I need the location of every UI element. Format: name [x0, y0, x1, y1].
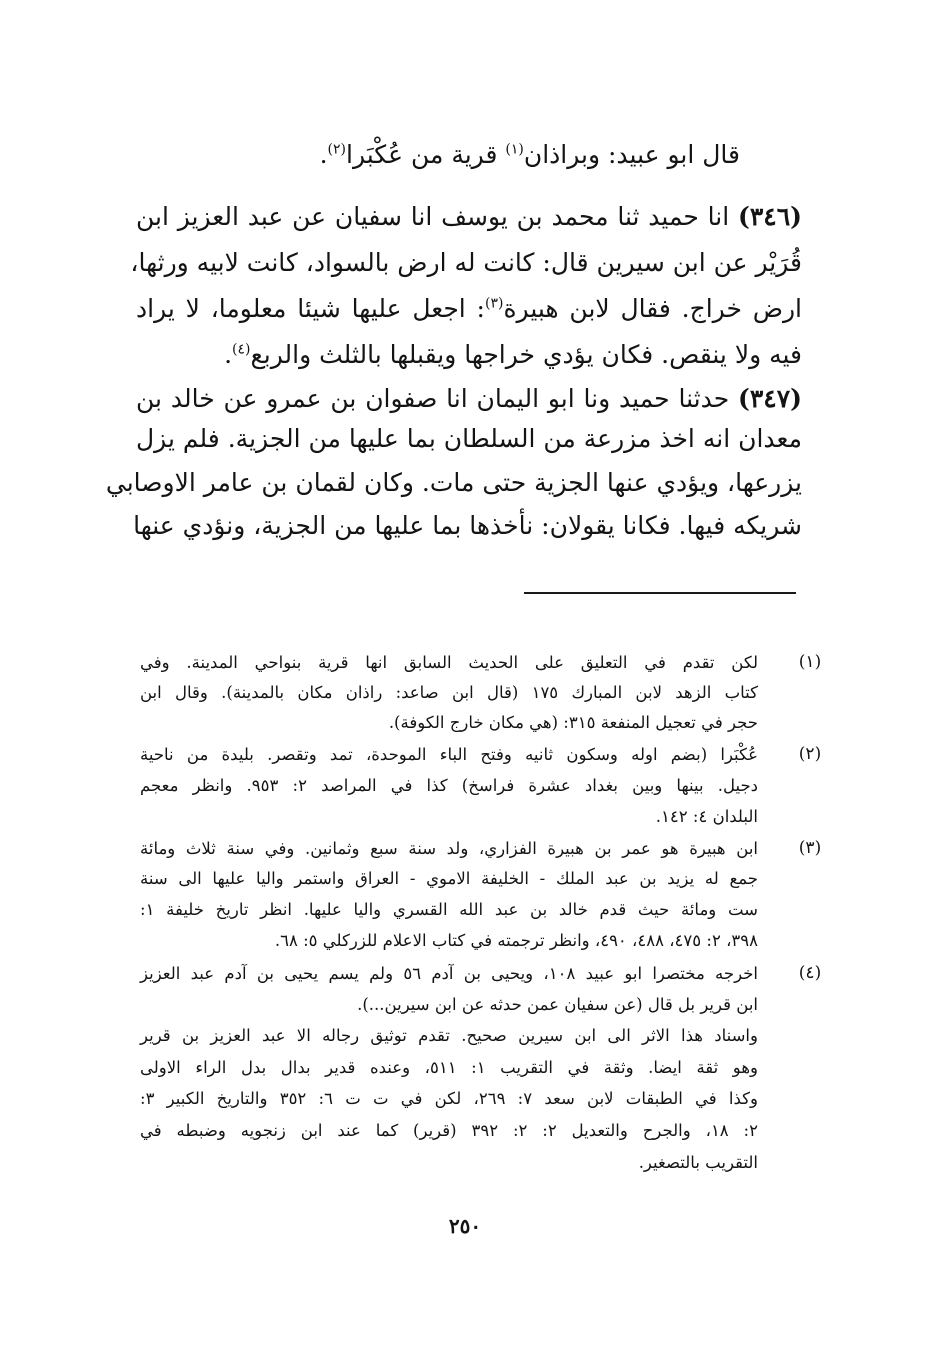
paragraph-347-text-1: حدثنا حميد ونا ابو اليمان انا صفوان بن عمرو عن خالد بن: [136, 384, 730, 413]
paragraph-347-line-3: يزرعها، ويؤدي عنها الجزية حتى مات. وكان لقمان بن عامر الاوصابي: [105, 468, 802, 497]
footnote-2-line-1: عُكْبَرا (بضم اوله وسكون ثانيه وفتح الباء الموحدة، تمد وتقصر. بليدة من ناحية: [140, 745, 758, 764]
footnote-1-line-1: لكن تقدم في التعليق على الحديث السابق انها قرية بنواحي المدينة. وفي: [140, 653, 758, 672]
paragraph-346-text-4b: .: [224, 340, 233, 369]
paragraph-346-text-4a: فيه ولا ينقص. فكان يؤدي خراجها ويقبلها بالثلث والربع: [250, 340, 802, 369]
hadith-number-346: (٣٤٦): [738, 202, 802, 231]
header-prefix: قال ابو عبيد: وبراذان: [523, 140, 740, 169]
footnote-4-line-7: التقريب بالتصغير.: [638, 1153, 758, 1172]
footnote-4-line-3: واسناد هذا الاثر الى ابن سيرين صحيح. تقدم توثيق رجاله الا عبد العزيز بن قرير: [140, 1026, 758, 1045]
footnote-4-line-5: وكذا في الطبقات لابن سعد ٧: ٢٦٩، لكن في ت ت ٦: ٣٥٢ والتاريخ الكبير ٣:: [140, 1089, 758, 1108]
paragraph-346-line-2: قُرَيْر عن ابن سيرين قال: كانت له ارض بالسواد، كانت لابيه ورثها،: [130, 248, 802, 277]
paragraph-346-line-3: [136, 288, 802, 330]
header-middle: قرية من عُكْبَرا: [346, 140, 506, 169]
footnote-1-line-2: كتاب الزهد لابن المبارك ١٧٥ (قال ابن صاعد: راذان مكان بالمدينة). وقال ابن: [140, 683, 758, 702]
footnote-4-line-1: اخرجه مختصرا ابو عبيد ١٠٨، ويحيى بن آدم ٥٦ ولم يسم يحيى بن آدم عبد العزيز: [140, 964, 758, 983]
page-number: ٢٥٠: [448, 1214, 482, 1238]
paragraph-346-line-4: [224, 334, 802, 376]
footnote-4-line-6: ٢: ١٨، والجرح والتعديل ٢: ٢: ٣٩٢ (قرير) كما عند ابن زنجويه وضبطه في: [140, 1121, 758, 1140]
footnote-2-line-2: دجيل. بينها وبين بغداد عشرة فراسخ) كذا في المراصد ٢: ٩٥٣. وانظر معجم: [140, 776, 759, 795]
footnote-ref-4[interactable]: (٤): [232, 341, 251, 358]
header-suffix: .: [319, 140, 328, 169]
footnote-3-line-4: ٣٩٨، ٢: ٤٧٥، ٤٨٨، ٤٩٠، وانظر ترجمته في كتاب الاعلام للزركلي ٥: ٦٨.: [274, 931, 758, 950]
footnote-ref-1[interactable]: (١): [505, 141, 524, 158]
footnote-2-line-3: البلدان ٤: ١٤٢.: [655, 807, 758, 826]
paragraph-346-text-3b: : اجعل عليها شيئا معلوما، لا يراد: [136, 294, 485, 323]
paragraph-346-text-1: انا حميد ثنا محمد بن يوسف انا سفيان عن عبد العزيز ابن: [136, 202, 730, 231]
footnote-3-line-2: جمع له يزيد بن عبد الملك - الخليفة الاموي - العراق واستمر واليا عليها الى سنة: [140, 869, 758, 888]
footnote-4-line-4: وهو ثقة ايضا. وثقة في التقريب ١: ٥١١، وعنده قدير بدال بدل الراء الاولى: [140, 1058, 758, 1077]
paragraph-346-line-1: [136, 196, 802, 238]
header-line: [320, 134, 740, 176]
paragraph-347-line-1: [136, 378, 802, 420]
hadith-number-347: (٣٤٧): [738, 384, 803, 413]
footnote-ref-2[interactable]: (٢): [327, 141, 346, 158]
footnote-3-line-1: ابن هبيرة هو عمر بن هبيرة الفزاري، ولد سنة سبع وثمانين. وفي سنة ثلاث ومائة: [140, 839, 758, 858]
footnote-1-line-3: حجر في تعجيل المنفعة ٣١٥: (هي مكان خارج الكوفة).: [388, 713, 758, 732]
footnote-number-1: (١): [798, 652, 822, 672]
footnote-3-line-3: ست ومائة حيث قدم خالد بن عبد الله القسري واليا عليها. انظر تاريخ خليفة ١:: [140, 900, 758, 919]
paragraph-346-text-3a: ارض خراج. فقال لابن هبيرة: [503, 294, 802, 323]
paragraph-347-line-2: معدان انه اخذ مزرعة من السلطان بما عليها من الجزية. فلم يزل: [136, 424, 802, 453]
paragraph-347-line-4: شريكه فيها. فكانا يقولان: نأخذها بما عليها من الجزية، ونؤدي عنها: [133, 511, 802, 540]
footnote-4-line-2: ابن قرير بل قال (عن سفيان عمن حدثه عن ابن سيرين...).: [357, 995, 758, 1014]
footnote-number-2: (٢): [798, 744, 822, 764]
footnote-number-4: (٤): [798, 963, 822, 983]
footnote-ref-3[interactable]: (٣): [484, 295, 504, 312]
footnote-separator: [524, 592, 796, 594]
footnote-number-3: (٣): [798, 838, 822, 858]
